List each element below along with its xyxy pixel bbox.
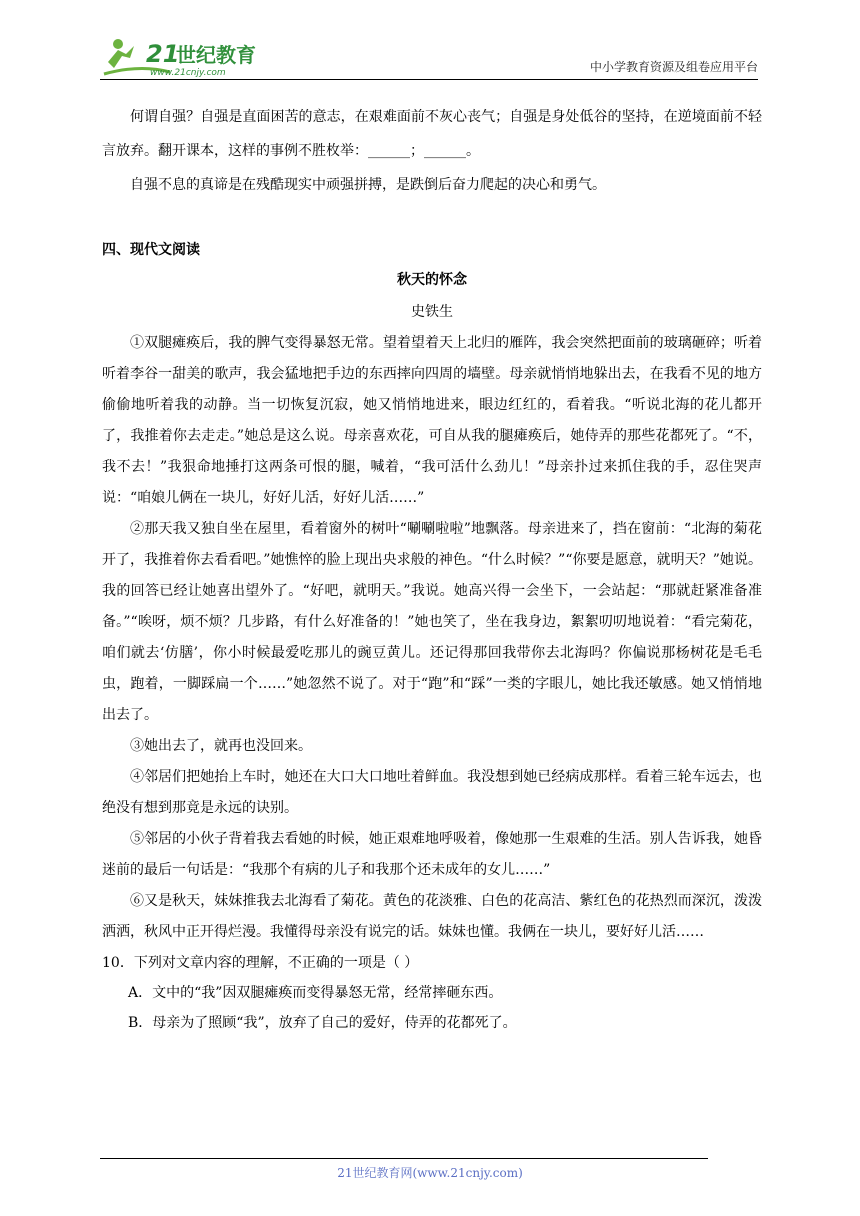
article-paragraph-1: ①双腿瘫痪后，我的脾气变得暴怒无常。望着望着天上北归的雁阵，我会突然把面前的玻璃砸碎；听着听着李谷一甜美的歌声，我会猛地把手边的东西摔向四周的墙壁。母亲就悄悄地躲出去，在我看不见的地方偷偷地听着我的动静。当一切恢复沉寂，她又悄悄地进来，眼边红红的，看着我。“听说北海的花儿都开了，我推着你去走走。”她总是这么说。母亲喜欢花，可自从我的腿瘫痪后，她侍弄的那些花都死了。“不，我不去！”我狠命地捶打这两条可恨的腿，喊着，“我可活什么劲儿！”母亲扑过来抓住我的手，忍住哭声说：“咱娘儿俩在一块儿，好好儿活，好好儿活……”: [102, 335, 762, 506]
question-option-b: B．母亲为了照顾“我”，放弃了自己的爱好，侍弄的花都死了。: [128, 1015, 517, 1031]
article-paragraph-2: ②那天我又独自坐在屋里，看着窗外的树叶“唰唰啦啦”地飘落。母亲进来了，挡在窗前：“北海的菊花开了，我推着你去看看吧。”她憔悴的脸上现出央求般的神色。“什么时候？”“你要是愿意，就明天？”她说。我的回答已经让她喜出望外了。“好吧，就明天。”我说。她高兴得一会坐下，一会站起：“那就赶紧准备准备。”“唉呀，烦不烦？几步路，有什么好准备的！”她也笑了，坐在我身边，絮絮叨叨地说着：“看完菊花，咱们就去‘仿膳’，你小时候最爱吃那儿的豌豆黄儿。还记得那回我带你去北海吗？你偏说那杨树花是毛毛虫，跑着，一脚踩扁一个……”她忽然不说了。对于“跑”和“踩”一类的字眼儿，她比我还敏感。她又悄悄地出去了。: [102, 521, 762, 723]
svg-text:www.21cnjy.com: www.21cnjy.com: [150, 68, 226, 78]
article-paragraph-3: ③她出去了，就再也没回来。: [130, 738, 312, 754]
question-stem: 10．下列对文章内容的理解，不正确的一项是（ ）: [102, 955, 419, 971]
intro-paragraph-1: 何谓自强？自强是直面困苦的意志，在艰难面前不灰心丧气；自强是身处低谷的坚持，在逆境面前不轻言放弃。翻开课本，这样的事例不胜枚举：______；______。: [102, 109, 762, 159]
section-title: 四、现代文阅读: [102, 242, 200, 258]
article-paragraph-5: ⑤邻居的小伙子背着我去看她的时候，她正艰难地呼吸着，像她那一生艰难的生活。别人告诉我，她昏迷前的最后一句话是：“我那个有病的儿子和我那个还未成年的女儿……”: [102, 831, 762, 878]
article-paragraph-4: ④邻居们把她抬上车时，她还在大口大口地吐着鲜血。我没想到她已经病成那样。看着三轮车远去，也绝没有想到那竟是永远的诀别。: [102, 769, 762, 816]
footer-divider: [100, 1158, 708, 1159]
platform-name: 中小学教育资源及组卷应用平台: [589, 60, 758, 74]
intro-paragraph-2: 自强不息的真谛是在残酷现实中顽强拼搏，是跌倒后奋力爬起的决心和勇气。: [130, 177, 606, 193]
article-title: 秋天的怀念: [397, 272, 467, 288]
svg-text:世纪教育: 世纪教育: [176, 43, 256, 67]
article-paragraph-6: ⑥又是秋天，妹妹推我去北海看了菊花。黄色的花淡雅、白色的花高洁、紫红色的花热烈而深沉，泼泼洒洒，秋风中正开得烂漫。我懂得母亲没有说完的话。妹妹也懂。我俩在一块儿，要好好儿活……: [102, 893, 762, 940]
header-divider: [100, 79, 758, 80]
svg-text:21: 21: [146, 40, 180, 68]
footer-text: 21世纪教育网(www.21cnjy.com): [337, 1166, 523, 1180]
page-content: [102, 100, 762, 1038]
site-logo: [100, 34, 270, 78]
article-author: 史铁生: [411, 304, 453, 320]
page-header: [100, 28, 758, 80]
question-option-a: A．文中的“我”因双腿瘫痪而变得暴怒无常，经常摔砸东西。: [128, 985, 503, 1001]
